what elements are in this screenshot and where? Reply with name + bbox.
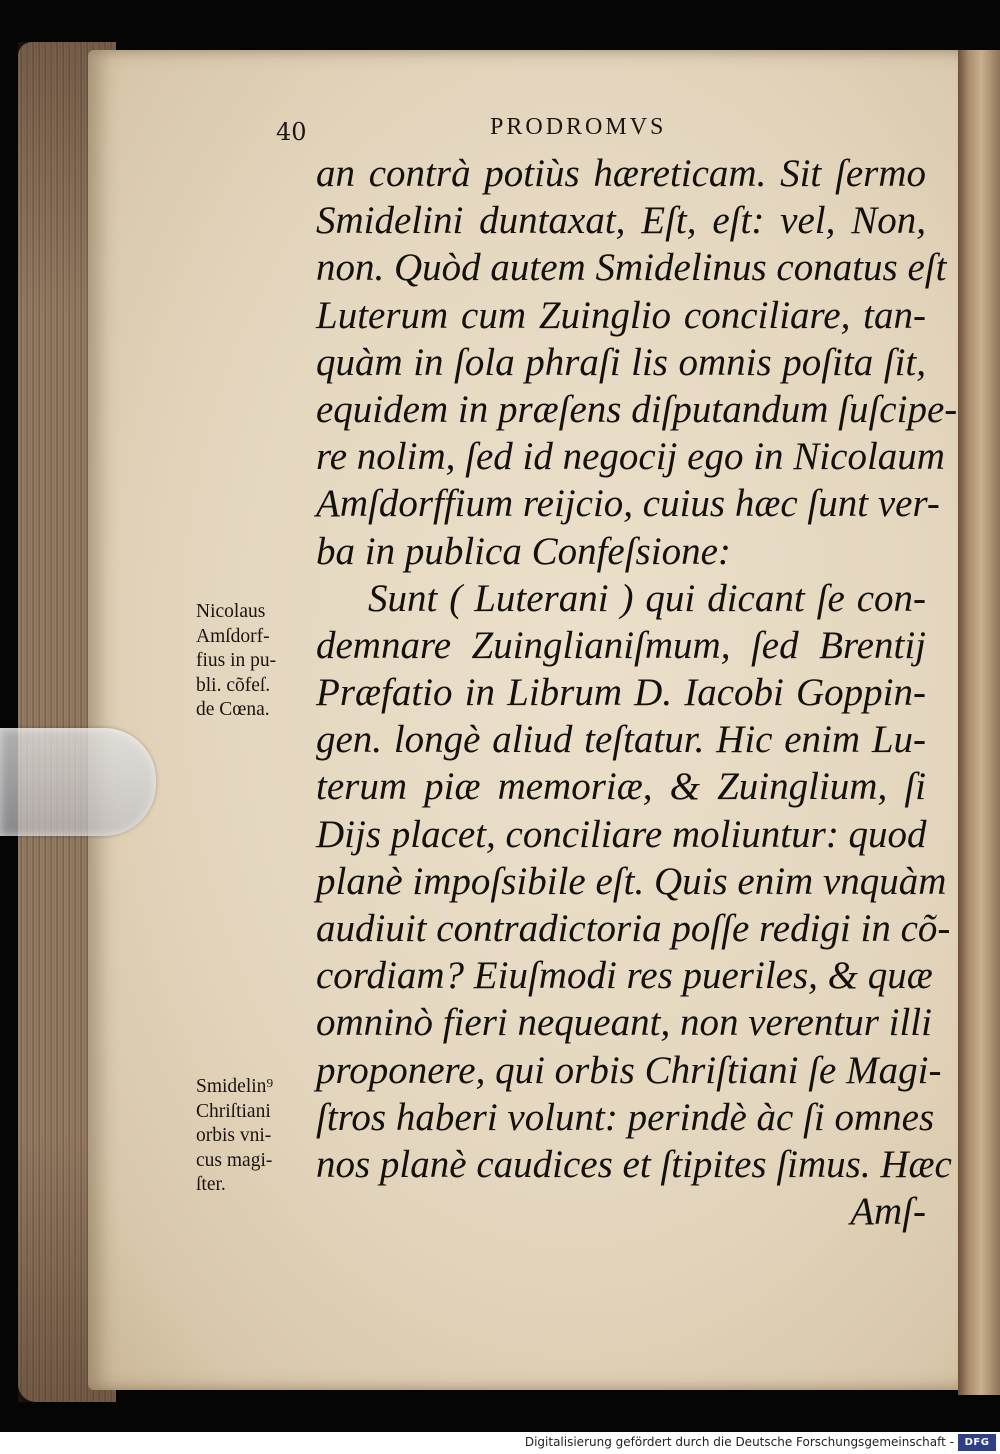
marginal-note bbox=[196, 600, 322, 723]
note-line: ſter. bbox=[196, 1174, 226, 1195]
note-line: de Cœna. bbox=[196, 699, 270, 720]
note-line: Amſdorf- bbox=[196, 625, 270, 647]
note-line: orbis vni- bbox=[196, 1125, 272, 1146]
note-line: cus magi- bbox=[196, 1149, 273, 1171]
text-line: gen. longè aliud teſtatur. Hic enim Lu- bbox=[316, 718, 926, 762]
text-line: Luterum cum Zuinglio conciliare, tan- bbox=[316, 293, 926, 337]
main-text-block bbox=[316, 150, 958, 1235]
catchword: Amſ- bbox=[850, 1190, 926, 1234]
text-line: audiuit contradictoria poſſe redigi in cõ- bbox=[316, 907, 951, 950]
note-line: Nicolaus bbox=[196, 601, 266, 622]
text-line: equidem in præſens diſputandum ſuſcipe- bbox=[316, 387, 958, 431]
text-line: ſtros haberi volunt: perindè àc ſi omnes bbox=[316, 1095, 935, 1139]
text-line: ba in publica Confeſsione: bbox=[316, 529, 731, 573]
page-clip bbox=[0, 728, 156, 836]
text-line: planè impoſsibile eſt. Quis enim vnquàm bbox=[316, 859, 947, 903]
note-line: Smidelin⁹ bbox=[196, 1076, 274, 1097]
funding-notice: Digitalisierung gefördert durch die Deutsche Forschungsgemeinschaft - bbox=[524, 1435, 954, 1449]
facing-page-edge bbox=[958, 50, 1000, 1395]
note-line: bli. cõfeſ. bbox=[196, 674, 271, 696]
text-line: Dijs placet, conciliare moliuntur: quod bbox=[316, 812, 927, 856]
text-line: terum piæ memoriæ, & Zuinglium, ſi bbox=[316, 765, 926, 809]
text-line: proponere, qui orbis Chriſtiani ſe Magi- bbox=[316, 1048, 942, 1092]
text-line: non. Quòd autem Smidelinus conatus eſt bbox=[316, 246, 947, 290]
note-line: fius in pu- bbox=[196, 650, 277, 671]
page-number: 40 bbox=[276, 118, 307, 146]
dfg-logo-icon: DFG bbox=[958, 1434, 996, 1451]
text-line: cordiam? Eiuſmodi res pueriles, & quæ bbox=[316, 954, 933, 998]
running-head: PRODROMVS bbox=[490, 114, 667, 140]
text-line: demnare Zuinglianiſmum, ſed Brentij bbox=[316, 623, 926, 667]
text-line: omninò fieri nequeant, non verentur illi bbox=[316, 1001, 932, 1045]
marginal-note bbox=[196, 1075, 322, 1198]
text-line: quàm in ſola phraſi lis omnis poſita ſit, bbox=[316, 340, 926, 384]
text-line: Amſdorffium reijcio, cuius hæc ſunt ver- bbox=[316, 482, 940, 526]
footer-bar bbox=[0, 1432, 1000, 1454]
text-line: re nolim, ſed id negocij ego in Nicolaum bbox=[316, 435, 945, 479]
text-line: Sunt ( Luterani ) qui dicant ſe con- bbox=[368, 576, 926, 620]
text-line: Præfatio in Librum D. Iacobi Goppin- bbox=[316, 671, 926, 715]
text-line: an contrà potiùs hæreticam. Sit ſermo bbox=[316, 152, 926, 195]
text-line: Smidelini duntaxat, Eſt, eſt: vel, Non, bbox=[316, 199, 926, 243]
note-line: Chriſtiani bbox=[196, 1100, 271, 1122]
text-line: nos planè caudices et ſtipites ſimus. Hæc bbox=[316, 1142, 952, 1186]
